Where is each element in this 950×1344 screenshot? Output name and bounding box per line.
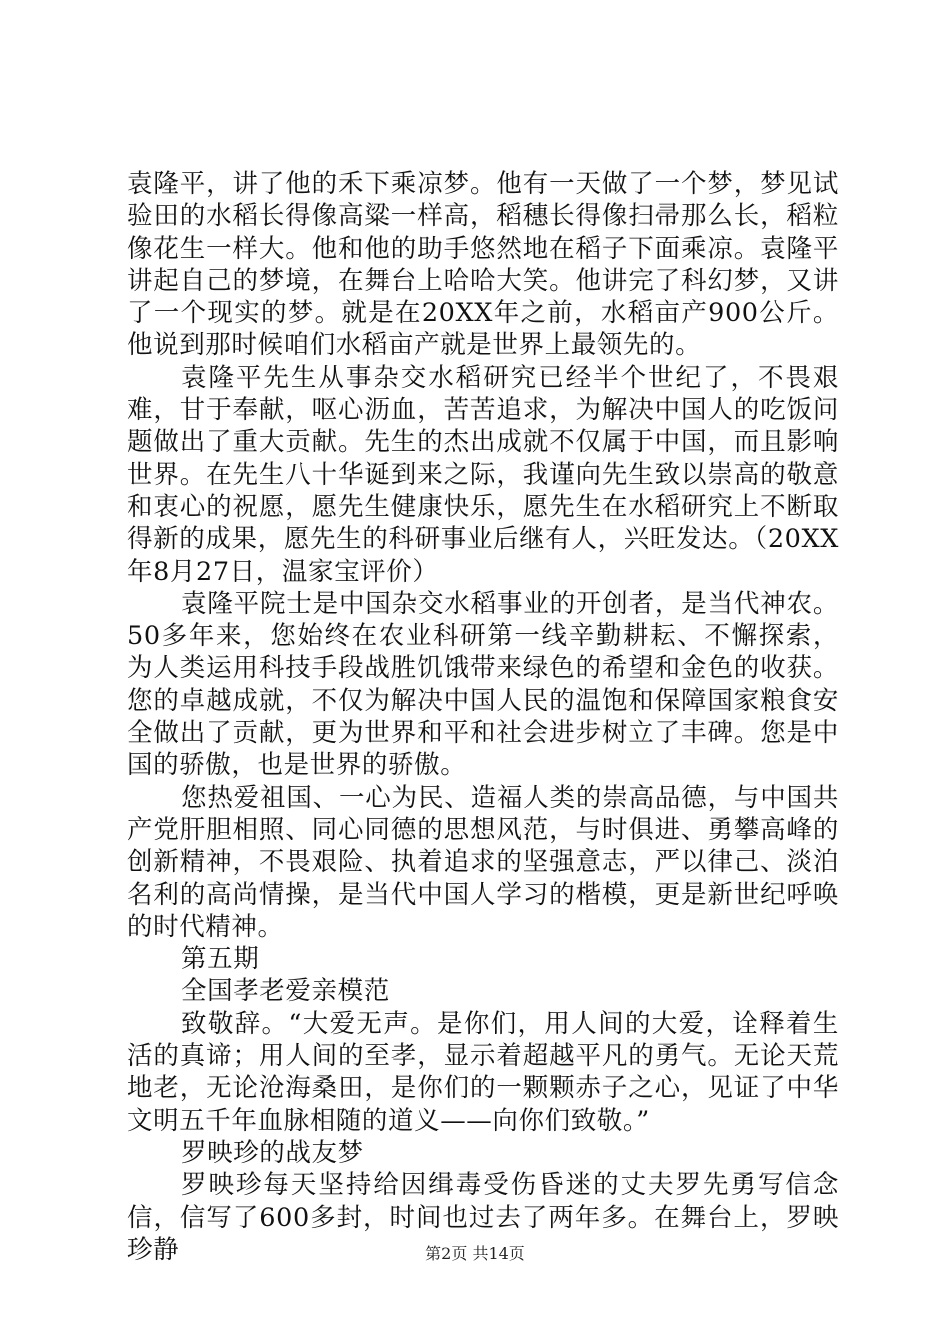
section-heading-story: 罗映珍的战友梦	[181, 1137, 364, 1168]
paragraph-story: 罗映珍每天坚持给因缉毒受伤昏迷的丈夫罗先勇写信念信，信写了600多封，时间也过去了两年多。在舞台上，罗映珍静	[127, 1170, 839, 1265]
paragraph-2: 袁隆平先生从事杂交水稻研究已经半个世纪了，不畏艰难，甘于奉献，呕心沥血，苦苦追求，为解决中国人的吃饭问题做出了重大贡献。先生的杰出成就不仅属于中国，而且影响世界。在先生八十华诞到来之际，我谨向先生致以崇高的敬意和衷心的祝愿，愿先生健康快乐，愿先生在水稻研究上不断取得新的成果，愿先生的科研事业后继有人，兴旺发达。（20XX年8月27日，温家宝评价）	[127, 362, 839, 587]
paragraph-4: 您热爱祖国、一心为民、造福人类的崇高品德，与中国共产党肝胆相照、同心同德的思想风范，与时俱进、勇攀高峰的创新精神，不畏艰险、执着追求的坚强意志，严以律己、淡泊名利的高尚情操，是当代中国人学习的楷模，更是新世纪呼唤的时代精神。	[127, 782, 839, 942]
document-body	[127, 168, 839, 1266]
paragraph-3: 袁隆平院士是中国杂交水稻事业的开创者，是当代神农。50多年来，您始终在农业科研第一线辛勤耕耘、不懈探索，为人类运用科技手段战胜饥饿带来绿色的希望和金色的收获。您的卓越成就，不仅为解决中国人民的温饱和保障国家粮食安全做出了贡献，更为世界和平和社会进步树立了丰碑。您是中国的骄傲，也是世界的骄傲。	[127, 588, 839, 781]
section-heading-issue: 第五期	[181, 944, 260, 975]
paragraph-1: 袁隆平，讲了他的禾下乘凉梦。他有一天做了一个梦，梦见试验田的水稻长得像高粱一样高，稻穗长得像扫帚那么长，稻粒像花生一样大。他和他的助手悠然地在稻子下面乘凉。袁隆平讲起自己的梦境，在舞台上哈哈大笑。他讲完了科幻梦，又讲了一个现实的梦。就是在20XX年之前，水稻亩产900公斤。他说到那时候咱们水稻亩产就是世界上最领先的。	[127, 169, 839, 361]
paragraph-tribute: 致敬辞。“大爱无声。是你们，用人间的大爱，诠释着生活的真谛；用人间的至孝，显示着超越平凡的勇气。无论天荒地老，无论沧海桑田，是你们的一颗颗赤子之心，见证了中华文明五千年血脉相随的道义——向你们致敬。”	[127, 1008, 839, 1136]
page-number-footer: 第2页 共14页	[425, 1244, 525, 1263]
section-heading-model: 全国孝老爱亲模范	[181, 976, 390, 1007]
